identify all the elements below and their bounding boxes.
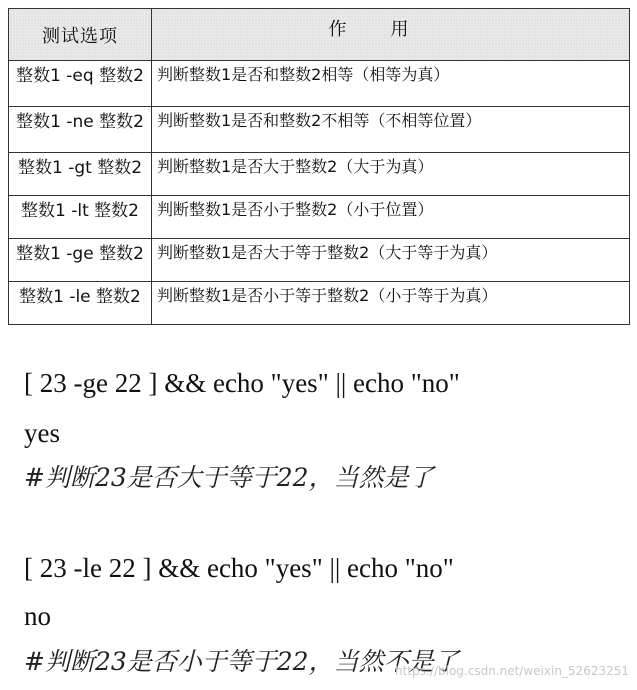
option-cell: 整数1 -le 整数2: [9, 282, 152, 325]
example-command: [ 23 -le 22 ] && echo "yes" || echo "no": [24, 553, 454, 583]
option-cell: 整数1 -ge 整数2: [9, 239, 152, 282]
example-output: yes: [24, 418, 60, 448]
option-cell: 整数1 -eq 整数2: [9, 61, 152, 107]
description-cell: 判断整数1是否大于整数2（大于为真）: [152, 153, 630, 196]
description-cell: 判断整数1是否和整数2不相等（不相等位置）: [152, 107, 630, 153]
table-row: [9, 61, 630, 107]
example-comment: #判断23是否小于等于22，当然不是了: [24, 647, 459, 676]
table-header-row: [9, 9, 630, 61]
example-command: [ 23 -ge 22 ] && echo "yes" || echo "no": [24, 368, 460, 398]
option-cell: 整数1 -gt 整数2: [9, 153, 152, 196]
description-cell: 判断整数1是否小于等于整数2（小于等于为真）: [152, 282, 630, 325]
header-action: 作用: [152, 9, 630, 61]
option-cell: 整数1 -lt 整数2: [9, 196, 152, 239]
table-row: [9, 196, 630, 239]
example-comment: #判断23是否大于等于22，当然是了: [24, 463, 434, 492]
description-cell: 判断整数1是否和整数2相等（相等为真）: [152, 61, 630, 107]
table-row: [9, 153, 630, 196]
header-option: 测试选项: [9, 9, 152, 61]
watermark: https://blog.csdn.net/weixin_52623251: [394, 664, 629, 678]
table-row: [9, 239, 630, 282]
option-cell: 整数1 -ne 整数2: [9, 107, 152, 153]
table-row: [9, 282, 630, 325]
table-row: [9, 107, 630, 153]
description-cell: 判断整数1是否小于整数2（小于位置）: [152, 196, 630, 239]
test-options-table: [8, 8, 630, 325]
description-cell: 判断整数1是否大于等于整数2（大于等于为真）: [152, 239, 630, 282]
example-output: no: [24, 601, 51, 631]
